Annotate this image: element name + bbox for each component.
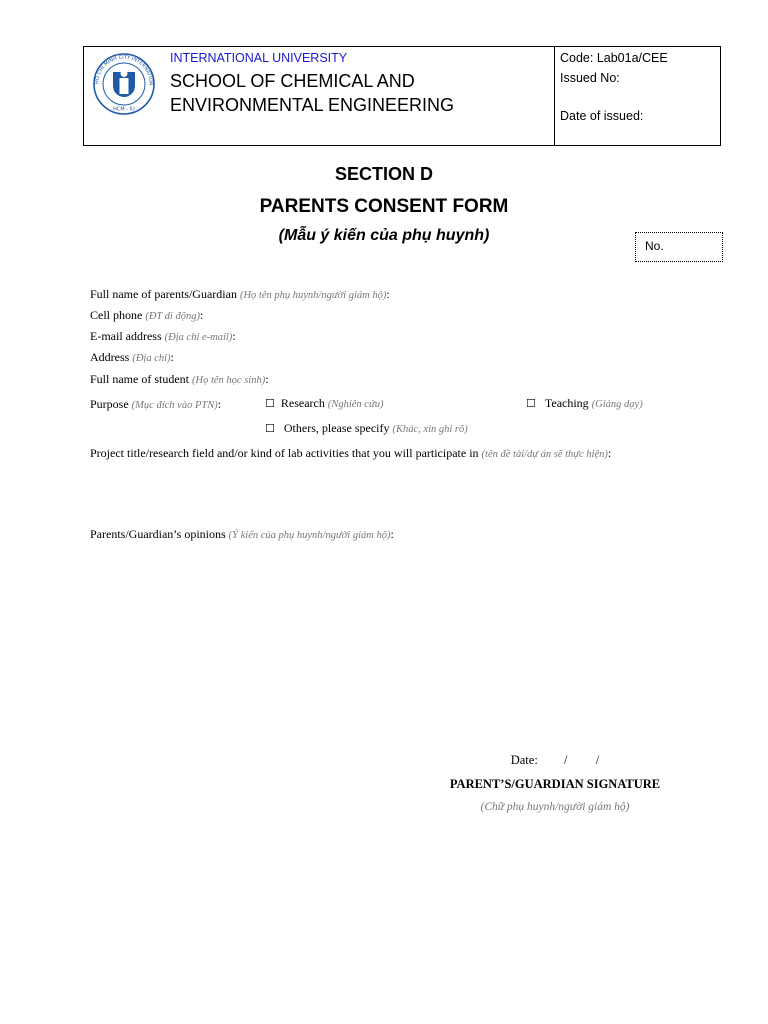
checkbox-research[interactable]: ☐ <box>265 397 275 410</box>
field-colon: : <box>607 446 612 460</box>
field-hint: (tên đề tài/dự án sẽ thực hiện) <box>481 449 608 460</box>
purpose-option-research[interactable] <box>265 396 383 411</box>
date-separator-2: / <box>595 753 600 767</box>
field-project[interactable] <box>90 446 611 461</box>
field-label: Full name of student <box>90 372 189 386</box>
field-cell-phone[interactable] <box>90 308 203 323</box>
field-label: Cell phone <box>90 308 143 322</box>
header-box <box>83 46 721 146</box>
header-divider <box>554 47 555 145</box>
option-label: Research <box>280 396 325 410</box>
date-separator-1: / <box>564 753 568 767</box>
signature-hint: (Chữ phụ huynh/người giám hộ) <box>480 801 630 813</box>
form-subtitle-vn: (Mẫu ý kiến của phụ huynh) <box>278 227 490 244</box>
logo-bottom-text: HCM - IU <box>113 106 135 113</box>
purpose-option-others[interactable] <box>265 421 468 436</box>
field-opinions[interactable] <box>90 527 394 542</box>
field-label: Project title/research field and/or kind of lab activities that you will participate in <box>90 446 479 460</box>
field-label: Parents/Guardian’s opinions <box>90 527 226 541</box>
field-colon: : <box>199 308 204 322</box>
option-hint: (Khác, xin ghi rõ) <box>392 424 468 435</box>
field-parent-name[interactable] <box>90 287 390 302</box>
field-colon: : <box>265 372 269 386</box>
field-hint: (Ý kiến của phụ huynh/người giám hộ) <box>228 530 391 541</box>
signature-title: PARENT’S/GUARDIAN SIGNATURE <box>449 777 661 791</box>
field-colon: : <box>386 287 390 301</box>
field-hint: (Họ tên phụ huynh/người giám hộ) <box>239 290 387 301</box>
section-title: SECTION D <box>334 164 433 184</box>
logo-ring-text: HO CHI MINH CITY INTERNATION <box>94 54 154 86</box>
option-hint: (Giảng dạy) <box>591 399 643 410</box>
field-label: Address <box>90 350 130 364</box>
form-title: PARENTS CONSENT FORM <box>259 196 509 217</box>
field-label: E-mail address <box>90 329 162 343</box>
number-box[interactable]: No. <box>635 232 723 262</box>
field-colon: : <box>390 527 394 541</box>
option-hint: (Nghiên cứu) <box>327 399 384 410</box>
field-hint: (Mục đích vào PTN) <box>131 400 218 411</box>
school-name-line-1: SCHOOL OF CHEMICAL AND <box>170 71 415 91</box>
university-name: INTERNATIONAL UNIVERSITY <box>170 51 348 65</box>
signature-date[interactable] <box>430 753 680 768</box>
purpose-option-teaching[interactable] <box>526 396 643 411</box>
field-label: Purpose <box>90 397 129 411</box>
university-logo-icon <box>92 52 156 116</box>
checkbox-others[interactable]: ☐ <box>265 422 275 435</box>
field-email[interactable] <box>90 329 236 344</box>
field-hint: (Họ tên học sinh) <box>192 375 266 386</box>
document-code: Code: Lab01a/CEE <box>560 51 668 65</box>
field-hint: (Địa chỉ e-mail) <box>164 332 233 343</box>
field-label: Full name of parents/Guardian <box>90 287 237 301</box>
field-student-name[interactable] <box>90 372 269 387</box>
school-name-line-2: ENVIRONMENTAL ENGINEERING <box>170 95 455 115</box>
field-hint: (Địa chỉ) <box>132 353 171 364</box>
field-colon: : <box>170 350 174 364</box>
field-purpose <box>90 397 221 412</box>
field-hint: (ĐT di động) <box>145 311 200 322</box>
date-of-issued: Date of issued: <box>560 109 644 123</box>
field-address[interactable] <box>90 350 174 365</box>
field-colon: : <box>232 329 236 343</box>
option-label: Others, please specify <box>283 421 390 435</box>
field-colon: : <box>217 397 222 411</box>
checkbox-teaching[interactable]: ☐ <box>526 397 536 410</box>
issued-no: Issued No: <box>560 71 620 85</box>
option-label: Teaching <box>544 396 589 410</box>
date-label: Date: <box>510 753 538 767</box>
